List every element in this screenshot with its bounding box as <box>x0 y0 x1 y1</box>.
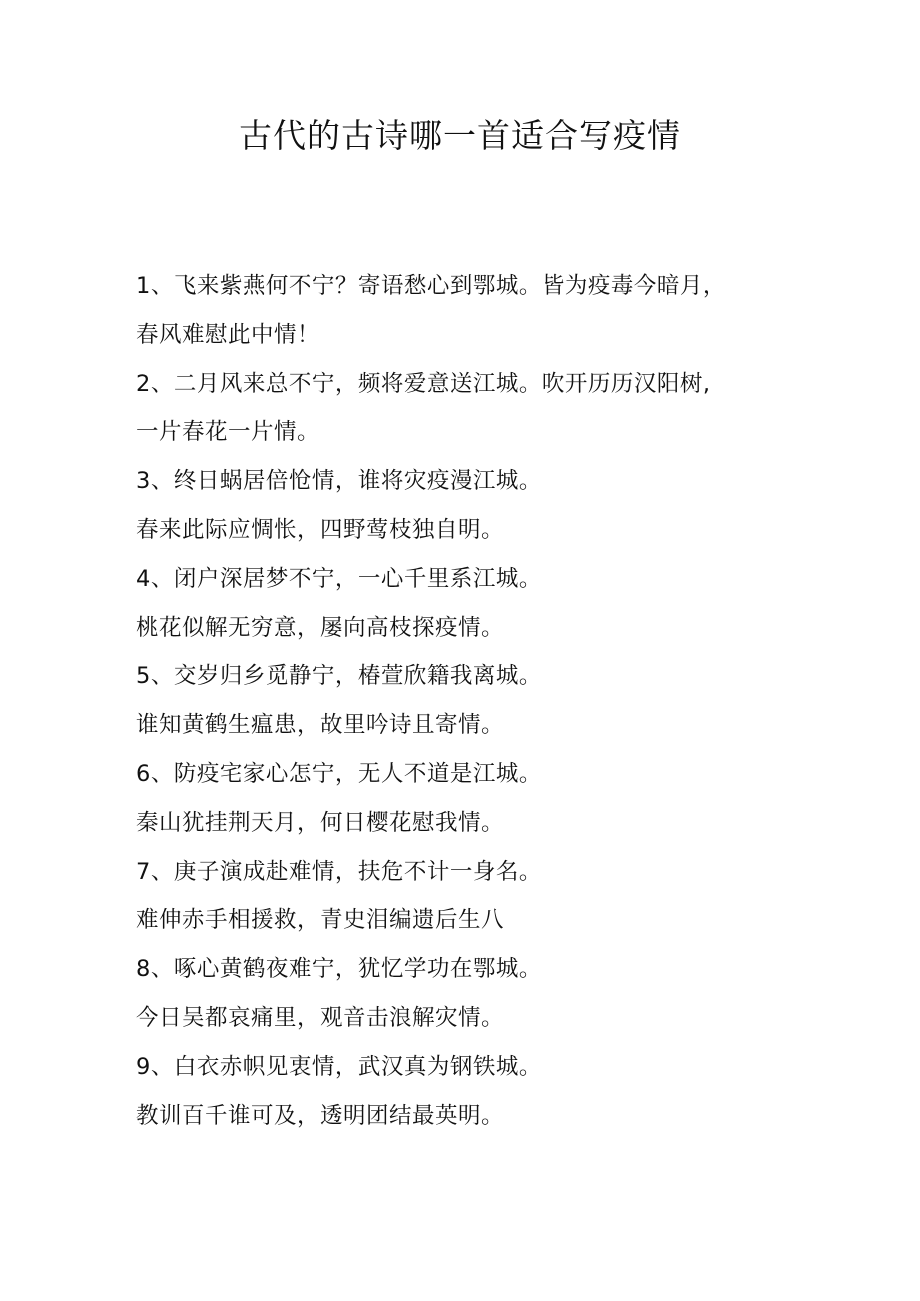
poem-line: 2、二月风来总不宁，频将爱意送江城。吹开历历汉阳树, <box>136 370 711 397</box>
poem-line: 谁知黄鹤生瘟患，故里吟诗且寄情。 <box>136 712 505 739</box>
poem-line: 一片春花一片情。 <box>136 419 321 446</box>
poem-line: 秦山犹挂荆天月，何日樱花慰我情。 <box>136 809 505 836</box>
poem-line: 今日吴都哀痛里，观音击浪解灾情。 <box>136 1004 505 1031</box>
poem-line: 4、闭户深居梦不宁，一心千里系江城。 <box>136 565 542 592</box>
poem-line: 桃花似解无穷意，屡向高枝探疫情。 <box>136 614 505 641</box>
poem-line: 5、交岁归乡觅静宁，椿萱欣籍我离城。 <box>136 663 542 690</box>
poem-line: 春来此际应惆怅，四野莺枝独自明。 <box>136 516 505 543</box>
poem-line: 9、白衣赤帜见衷情，武汉真为钢铁城。 <box>136 1053 542 1080</box>
poem-line: 春风难慰此中情！ <box>136 321 321 348</box>
poem-line: 8、啄心黄鹤夜难宁，犹忆学功在鄂城。 <box>136 956 542 983</box>
poem-line: 6、防疫宅家心怎宁，无人不道是江城。 <box>136 760 542 787</box>
poem-line: 教训百千谁可及，透明团结最英明。 <box>136 1102 505 1129</box>
poem-line: 7、庚子演成赴难情，扶危不计一身名。 <box>136 858 542 885</box>
poem-line: 难伸赤手相援救，青史泪编遗后生八 <box>136 907 505 934</box>
poem-line: 3、终日蜗居倍怆情，谁将灾疫漫江城。 <box>136 468 542 495</box>
poem-lines <box>136 262 826 1140</box>
poem-line: 1、飞来紫燕何不宁？寄语愁心到鄂城。皆为疫毒今暗月， <box>136 273 726 299</box>
document-title: 古代的古诗哪一首适合写疫情 <box>239 116 681 155</box>
